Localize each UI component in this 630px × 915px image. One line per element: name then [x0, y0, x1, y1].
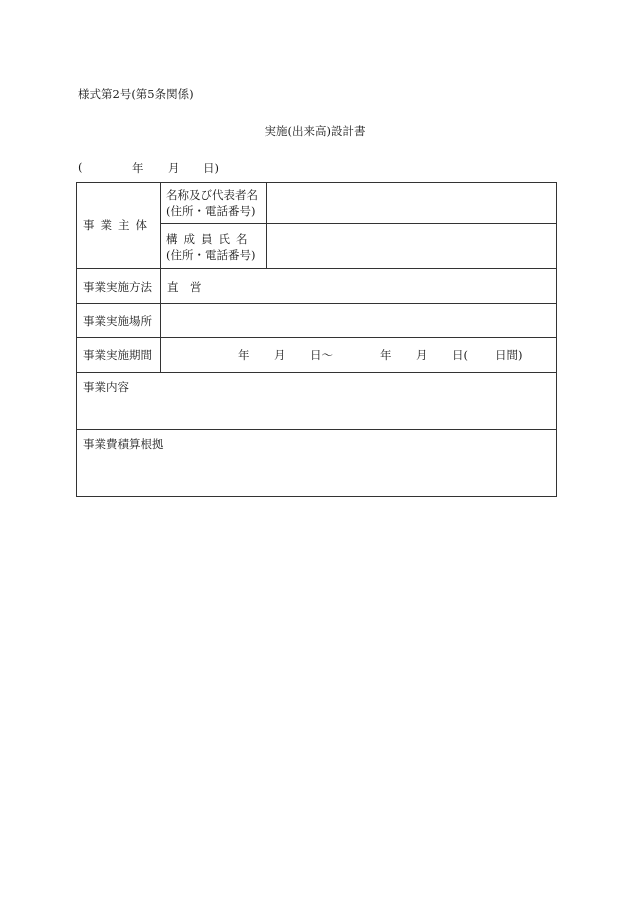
row-divider-basis [77, 429, 556, 430]
members-label: 構成員氏名 [166, 232, 254, 246]
row-divider-content [77, 372, 556, 373]
members-sub: (住所・電話番号) [166, 248, 256, 262]
basis-label: 事業費積算根拠 [83, 437, 164, 451]
date-day-label: 日) [203, 161, 219, 175]
col-divider-label [160, 183, 161, 372]
period-end-year: 年 [380, 348, 392, 362]
row-divider-entity [160, 223, 556, 224]
row-divider-period [77, 337, 556, 338]
form-number: 様式第2号(第5条関係) [78, 87, 194, 101]
document-title: 実施(出来高)設計書 [264, 124, 366, 138]
method-label: 事業実施方法 [83, 280, 152, 294]
col-divider-sublabel [266, 183, 267, 268]
period-start-year: 年 [238, 348, 250, 362]
date-month-label: 月 [168, 161, 180, 175]
date-open-paren: ( [78, 160, 83, 174]
row-divider-method [77, 268, 556, 269]
period-start-day: 日～ [310, 348, 333, 362]
period-end-month: 月 [416, 348, 428, 362]
name-rep-sub: (住所・電話番号) [166, 204, 256, 218]
name-rep-label: 名称及び代表者名 [166, 188, 258, 202]
design-table [76, 182, 557, 497]
method-value: 直 営 [167, 280, 202, 294]
date-year-label: 年 [132, 161, 144, 175]
row-divider-place [77, 303, 556, 304]
content-label: 事業内容 [83, 380, 129, 394]
entity-label: 事業主体 [83, 218, 153, 232]
period-start-month: 月 [274, 348, 286, 362]
period-days: 日間) [495, 348, 523, 362]
place-label: 事業実施場所 [83, 314, 152, 328]
period-end-day: 日( [452, 348, 468, 362]
period-label: 事業実施期間 [83, 348, 152, 362]
